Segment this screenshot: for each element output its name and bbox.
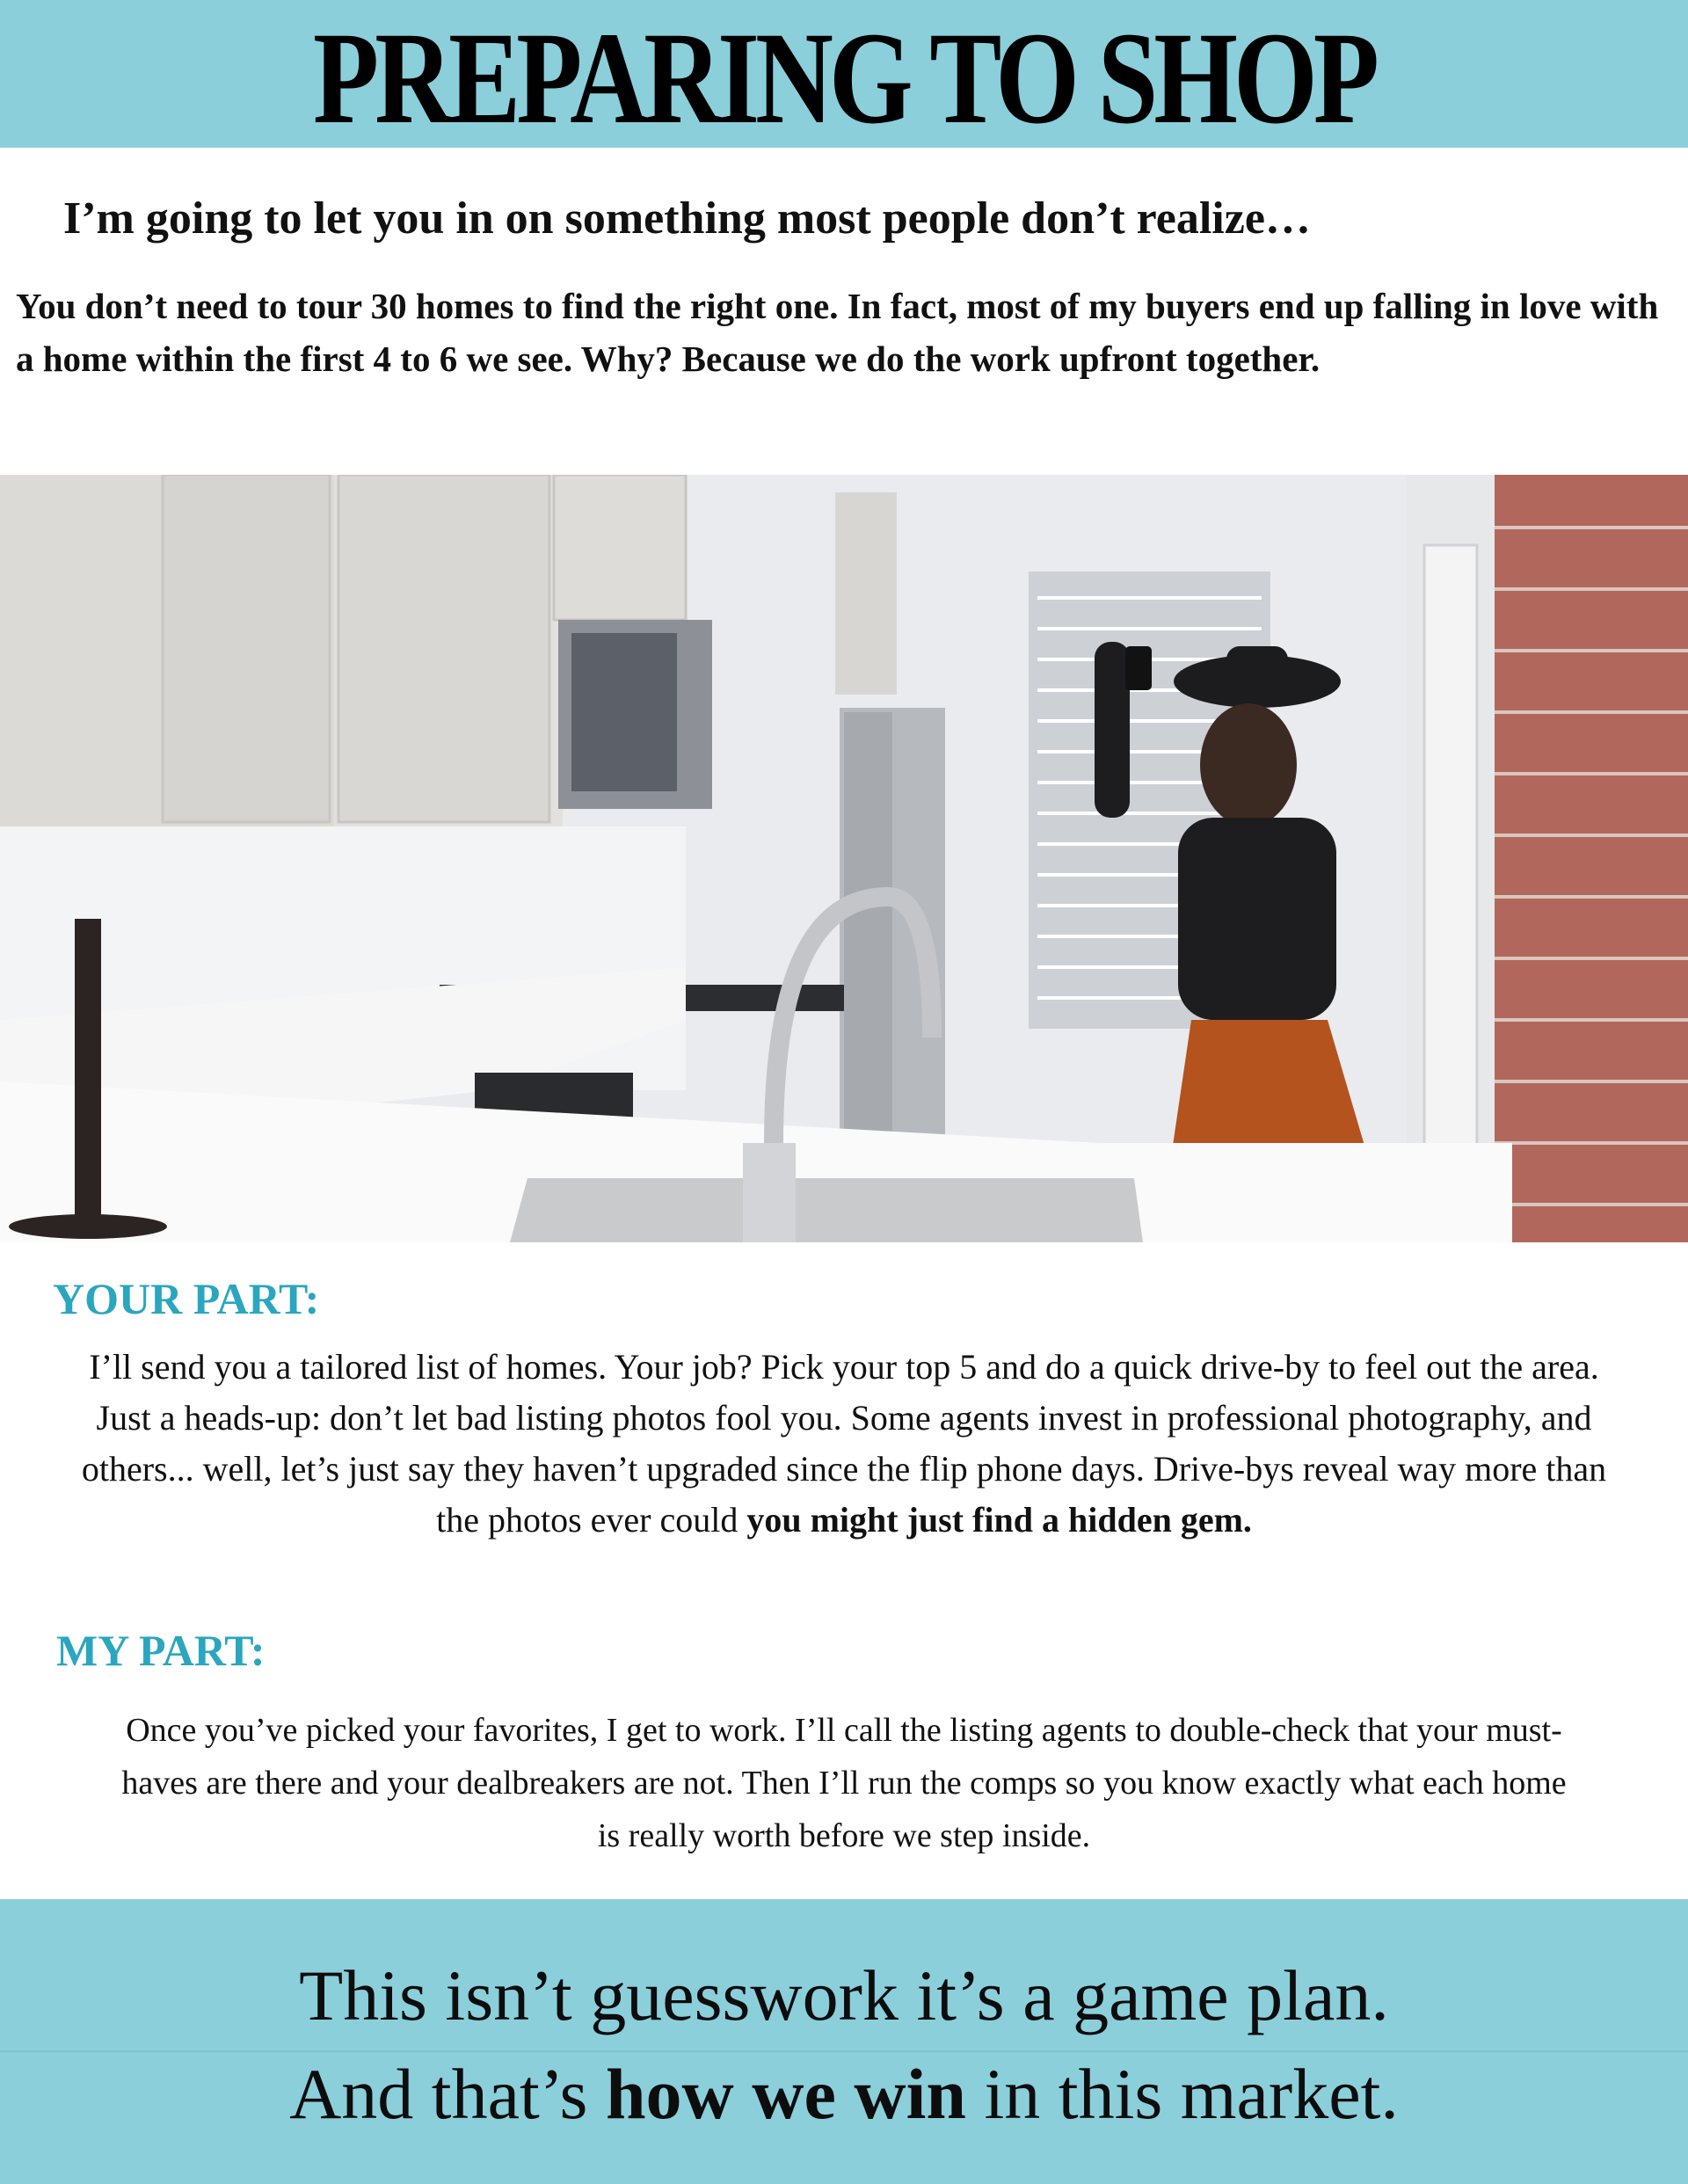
- closing-emphasis: how we win: [605, 2054, 966, 2134]
- your-part-line: others... well, let’s just say they haven’t upgraded since the flip phone days. Drive-bys reveal way more than: [81, 1449, 1607, 1489]
- your-part-line: Just a heads-up: don’t let bad listing photos fool you. Some agents invest in professional photography, and: [96, 1398, 1592, 1438]
- your-part-line-text: the photos ever could: [436, 1500, 747, 1540]
- my-part-line: haves are there and your dealbreakers are not. Then I’ll run the comps so you know exactly what each home: [121, 1765, 1567, 1802]
- your-part-body: [0, 1342, 1688, 1546]
- my-part-heading: MY PART:: [56, 1626, 266, 1675]
- my-part-line: is really worth before we step inside.: [597, 1817, 1091, 1854]
- hidden-gem-emphasis: you might just find a hidden gem.: [746, 1500, 1252, 1540]
- subtitle: I’m going to let you in on something most people don’t realize…: [63, 193, 1311, 244]
- your-part-heading: YOUR PART:: [53, 1274, 320, 1323]
- page-title: PREPARING TO SHOP: [312, 5, 1376, 151]
- my-part-body: [0, 1704, 1688, 1862]
- closing-line-2: [0, 2050, 1688, 2138]
- your-part-line: I’ll send you a tailored list of homes. Your job? Pick your top 5 and do a quick drive-by to feel out the area.: [89, 1347, 1599, 1387]
- closing-band: [0, 1899, 1688, 2184]
- your-part-line: [0, 1495, 1688, 1546]
- kitchen-photo: [0, 475, 1688, 1242]
- closing-line-1: This isn’t guesswork it’s a game plan.: [299, 1955, 1389, 2035]
- intro-paragraph: You don’t need to tour 30 homes to find the right one. In fact, most of my buyers end up falling in love with a home within the first 4 to 6 we see. Why? Because we do the work upfront together.: [16, 286, 1659, 379]
- closing-text: And that’s: [289, 2054, 606, 2134]
- my-part-line: Once you’ve picked your favorites, I get to work. I’ll call the listing agents to double-check that your must-: [126, 1712, 1562, 1749]
- closing-text: in this market.: [966, 2054, 1399, 2134]
